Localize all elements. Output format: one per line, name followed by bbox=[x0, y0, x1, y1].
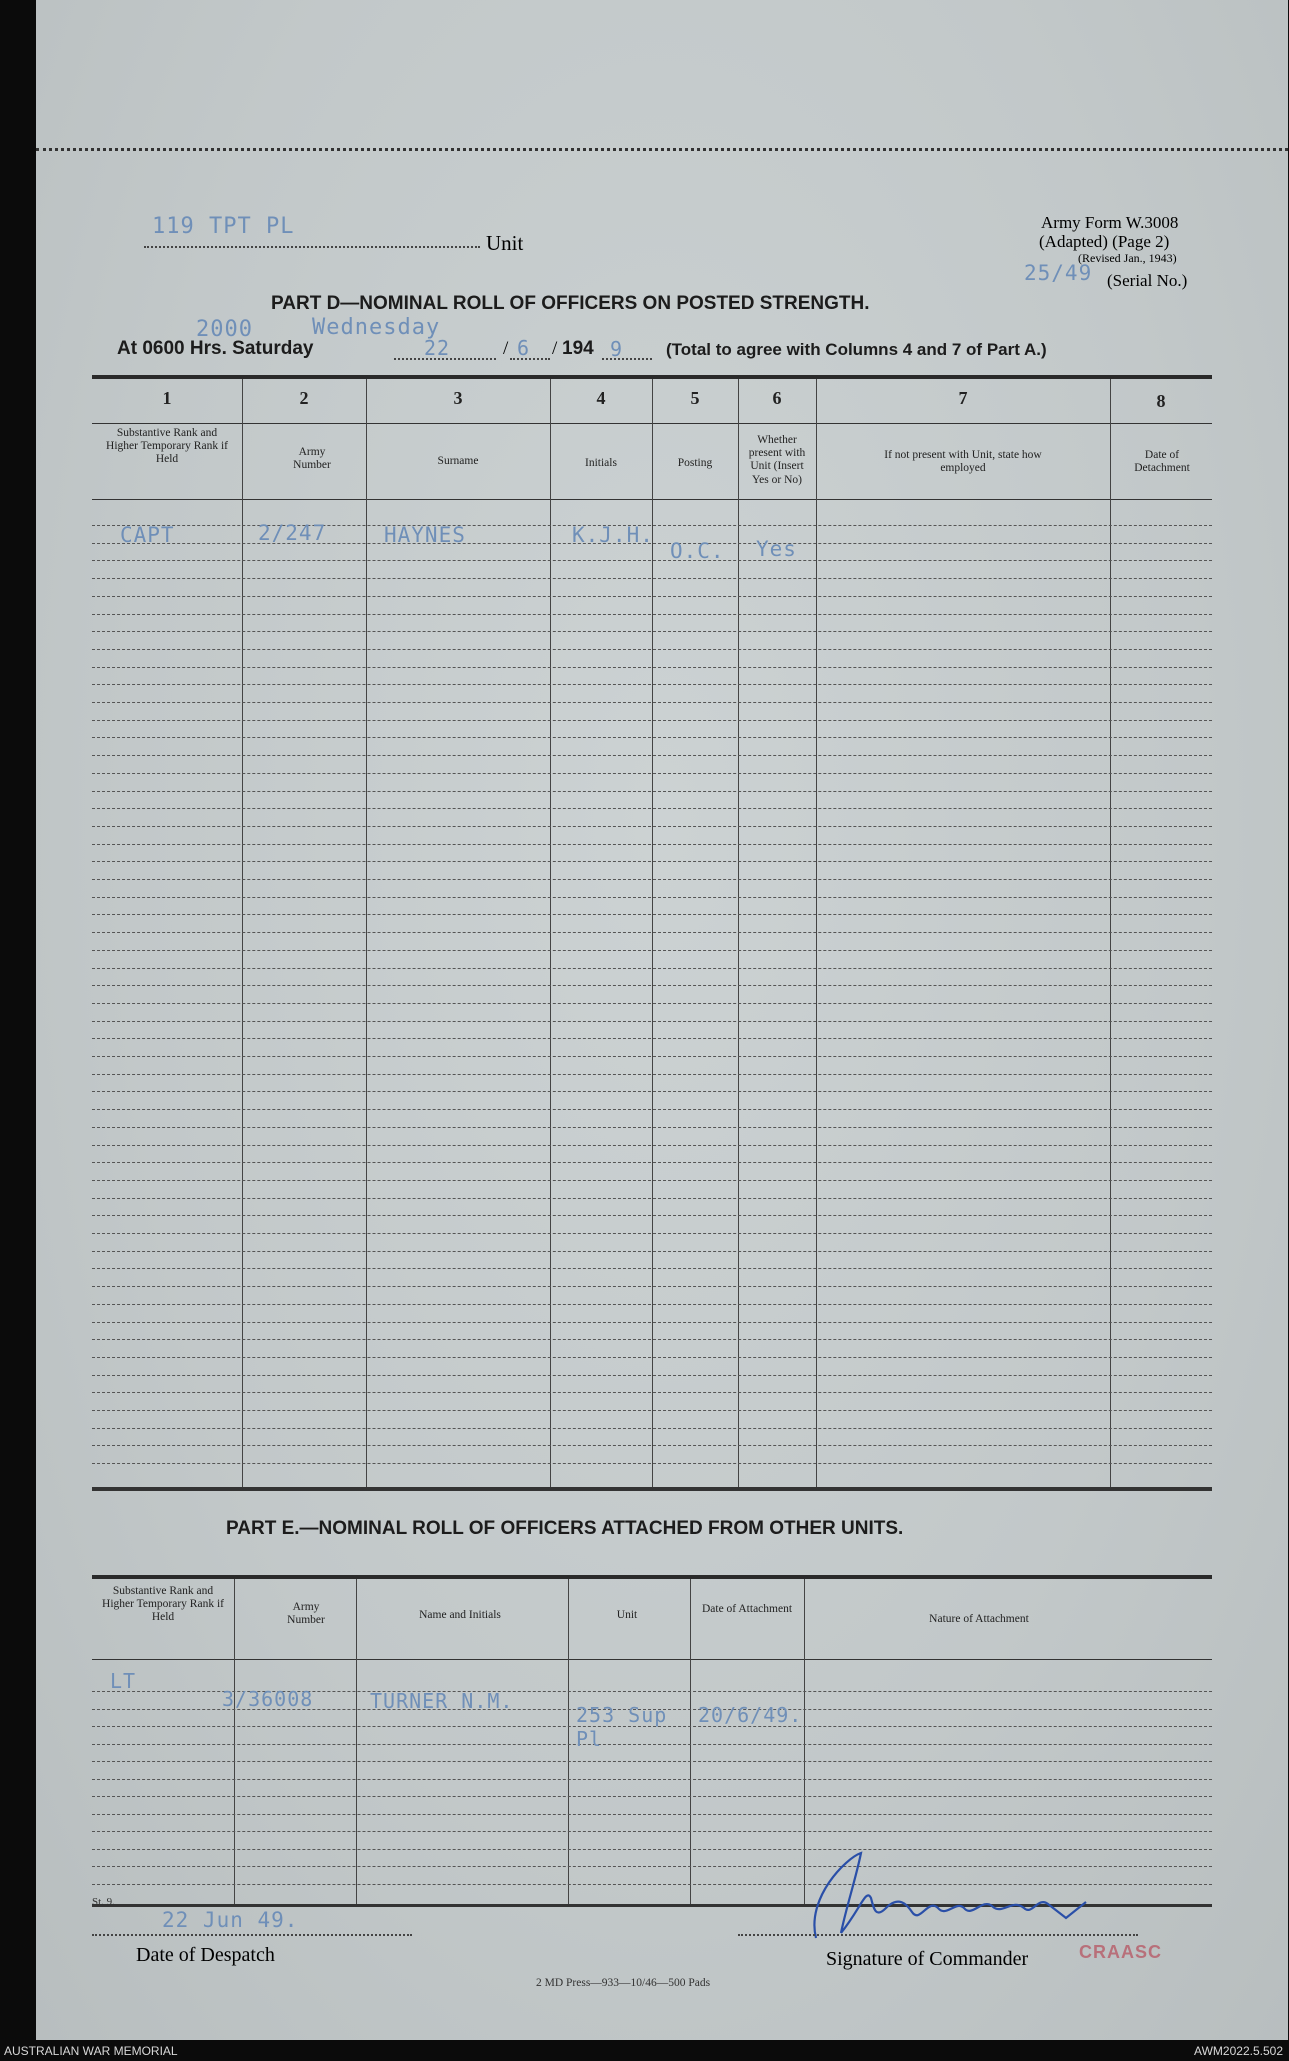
signature-label: Signature of Commander bbox=[826, 1948, 1029, 1970]
row-rule bbox=[92, 1322, 1212, 1323]
row-rule bbox=[92, 861, 1212, 862]
e-header-name: Name and Initials bbox=[419, 1609, 501, 1621]
year-prefix: 194 bbox=[562, 338, 594, 359]
signature-text bbox=[38, 2, 39, 3]
row-rule bbox=[92, 614, 1212, 615]
row-rule bbox=[92, 1038, 1212, 1039]
col-num-3: 3 bbox=[453, 388, 463, 408]
row-rule bbox=[92, 596, 1212, 597]
form-name: Army Form W.3008 bbox=[1041, 213, 1179, 232]
stock-number: St. 9. bbox=[92, 1896, 115, 1908]
row-rule bbox=[92, 950, 1212, 951]
row-surname: HAYNES bbox=[384, 523, 466, 547]
row-rule bbox=[92, 1180, 1212, 1181]
col-header-army-number: Army Number bbox=[293, 446, 331, 472]
form-sheet bbox=[36, 0, 1288, 2040]
row-rule bbox=[92, 1304, 1212, 1305]
row-rule bbox=[92, 1744, 1212, 1745]
row-rule bbox=[92, 1233, 1212, 1234]
despatch-value: 22 Jun 49. bbox=[162, 1908, 299, 1932]
serial-label: (Serial No.) bbox=[1107, 271, 1188, 290]
col-header-detachment: Date of Detachment bbox=[1134, 449, 1190, 475]
row-rule bbox=[92, 932, 1212, 933]
row-rule bbox=[92, 578, 1212, 579]
row-rule bbox=[92, 1779, 1212, 1780]
row-rule bbox=[92, 667, 1212, 668]
col-num-7: 7 bbox=[958, 388, 968, 408]
year-digit: 9 bbox=[610, 337, 624, 361]
row-rule bbox=[92, 1056, 1212, 1057]
row-rank: CAPT bbox=[120, 523, 175, 547]
unit-label: Unit bbox=[486, 231, 524, 255]
vline-1 bbox=[242, 379, 243, 1489]
unit-value: 119 TPT PL bbox=[152, 214, 295, 239]
row-rule bbox=[92, 914, 1212, 915]
at-line bbox=[117, 338, 313, 360]
row-rule bbox=[92, 1796, 1212, 1797]
signature-dotted-line bbox=[738, 1934, 1138, 1936]
row-rule bbox=[92, 1074, 1212, 1075]
row-rule bbox=[92, 560, 1212, 561]
date-day: 22 bbox=[424, 336, 451, 360]
date-month: 6 bbox=[517, 336, 531, 360]
at-label: At bbox=[117, 338, 138, 359]
vline-5 bbox=[738, 379, 739, 1489]
row-present: Yes bbox=[756, 537, 797, 561]
row-rule bbox=[92, 1286, 1212, 1287]
hrs-typed: 2000 bbox=[196, 317, 253, 342]
row-rule bbox=[92, 773, 1212, 774]
part-d-table bbox=[92, 375, 1212, 1489]
row-rule bbox=[92, 1251, 1212, 1252]
col-header-employed: If not present with Unit, state how employed bbox=[884, 449, 1042, 475]
row-rule bbox=[92, 684, 1212, 685]
col-num-8: 8 bbox=[1156, 391, 1166, 411]
signature-mark bbox=[786, 1838, 1106, 1948]
row-rule bbox=[92, 826, 1212, 827]
hrs-printed: 0600 bbox=[142, 338, 185, 359]
part-d-bottom-rule bbox=[92, 1487, 1212, 1491]
e-header-date: Date of Attachment bbox=[701, 1603, 793, 1615]
col-num-6: 6 bbox=[772, 388, 782, 408]
row-rule bbox=[92, 720, 1212, 721]
col-header-initials: Initials bbox=[585, 457, 617, 469]
e-header-unit: Unit bbox=[616, 1609, 638, 1621]
row-rule bbox=[92, 1357, 1212, 1358]
row-rule bbox=[92, 1375, 1212, 1376]
slash-2: / bbox=[552, 338, 558, 359]
e-row-army-number: 3/36008 bbox=[222, 1687, 314, 1711]
row-rule bbox=[92, 1339, 1212, 1340]
row-posting: O.C. bbox=[670, 539, 725, 563]
col-header-surname: Surname bbox=[437, 455, 479, 467]
row-rule bbox=[92, 1003, 1212, 1004]
despatch-label: Date of Despatch bbox=[136, 1944, 275, 1966]
e-header-nature: Nature of Attachment bbox=[929, 1613, 1029, 1625]
row-rule bbox=[92, 808, 1212, 809]
row-rule bbox=[92, 1091, 1212, 1092]
press-note: 2 MD Press—933—10/46—500 Pads bbox=[536, 1977, 711, 1989]
row-rule bbox=[92, 897, 1212, 898]
col-header-present: Whether present with Unit (Insert Yes or No) bbox=[748, 434, 806, 486]
row-rule bbox=[92, 1814, 1212, 1815]
vline-3 bbox=[550, 379, 551, 1489]
row-rule bbox=[92, 1162, 1212, 1163]
e-row-rank: LT bbox=[110, 1669, 137, 1693]
row-rule bbox=[92, 1428, 1212, 1429]
row-rule bbox=[92, 1831, 1212, 1832]
archive-footer bbox=[0, 2040, 1289, 2061]
row-rule bbox=[92, 968, 1212, 969]
despatch-dotted-line bbox=[92, 1934, 412, 1936]
row-rule bbox=[92, 1445, 1212, 1446]
col-header-posting: Posting bbox=[677, 457, 713, 469]
row-rule bbox=[92, 985, 1212, 986]
vline-2 bbox=[366, 379, 367, 1489]
row-rule bbox=[92, 791, 1212, 792]
e-header-divider bbox=[92, 1659, 1212, 1660]
part-d-title: PART D—NOMINAL ROLL OF OFFICERS ON POSTED STRENGTH. bbox=[271, 293, 870, 314]
date-dots-2 bbox=[510, 358, 550, 360]
col-header-rank: Substantive Rank and Higher Temporary Rank if Held bbox=[106, 427, 228, 466]
col-num-1: 1 bbox=[162, 388, 172, 408]
vline-7 bbox=[1110, 379, 1111, 1489]
row-rule bbox=[92, 631, 1212, 632]
archive-left: AUSTRALIAN WAR MEMORIAL bbox=[4, 2044, 178, 2058]
row-rule bbox=[92, 649, 1212, 650]
e-row-date: 20/6/49. bbox=[698, 1703, 803, 1727]
row-rule bbox=[92, 1761, 1212, 1762]
row-rule bbox=[92, 755, 1212, 756]
row-rule bbox=[92, 1127, 1212, 1128]
e-header-rank: Substantive Rank and Higher Temporary Rank if Held bbox=[102, 1585, 224, 1624]
col-num-5: 5 bbox=[690, 388, 700, 408]
vline-6 bbox=[816, 379, 817, 1489]
day-printed: Saturday bbox=[232, 338, 314, 359]
form-revised: (Revised Jan., 1943) bbox=[1078, 251, 1177, 265]
day-typed: Wednesday bbox=[312, 315, 441, 340]
col-num-2: 2 bbox=[299, 388, 309, 408]
e-header-army-number: Army Number bbox=[287, 1601, 325, 1627]
unit-dotted-line bbox=[144, 246, 480, 248]
col-num-4: 4 bbox=[596, 388, 606, 408]
slash-1: / bbox=[503, 338, 509, 359]
part-e-title: PART E.—NOMINAL ROLL OF OFFICERS ATTACHED FROM OTHER UNITS. bbox=[226, 1518, 904, 1539]
archive-right: AWM2022.5.502 bbox=[1194, 2044, 1283, 2058]
serial-value: 25/49 bbox=[1024, 261, 1093, 285]
hrs-label: Hrs. bbox=[189, 338, 227, 359]
commander-stamp: CRAASC bbox=[1079, 1942, 1163, 1962]
row-rule bbox=[92, 1463, 1212, 1464]
row-rule bbox=[92, 1145, 1212, 1146]
row-rule bbox=[92, 879, 1212, 880]
e-row-unit-line1: 253 Sup bbox=[576, 1703, 668, 1727]
row-rule bbox=[92, 1109, 1212, 1110]
row-rule bbox=[92, 1021, 1212, 1022]
form-adapted: (Adapted) (Page 2) bbox=[1039, 232, 1170, 251]
row-rule bbox=[92, 1198, 1212, 1199]
row-rule bbox=[92, 1268, 1212, 1269]
row-rule bbox=[92, 737, 1212, 738]
e-row-name: TURNER N.M. bbox=[370, 1689, 514, 1713]
e-row-unit-line2: Pl bbox=[576, 1727, 603, 1751]
row-initials: K.J.H. bbox=[572, 523, 654, 547]
row-rule bbox=[92, 844, 1212, 845]
perforation-line bbox=[36, 148, 1288, 151]
total-note: (Total to agree with Columns 4 and 7 of Part A.) bbox=[666, 340, 1047, 359]
year-dots bbox=[602, 358, 652, 360]
row-rule bbox=[92, 1392, 1212, 1393]
row-rule bbox=[92, 1410, 1212, 1411]
row-rule bbox=[92, 702, 1212, 703]
row-rule bbox=[92, 1215, 1212, 1216]
row-army-number: 2/247 bbox=[258, 521, 327, 545]
